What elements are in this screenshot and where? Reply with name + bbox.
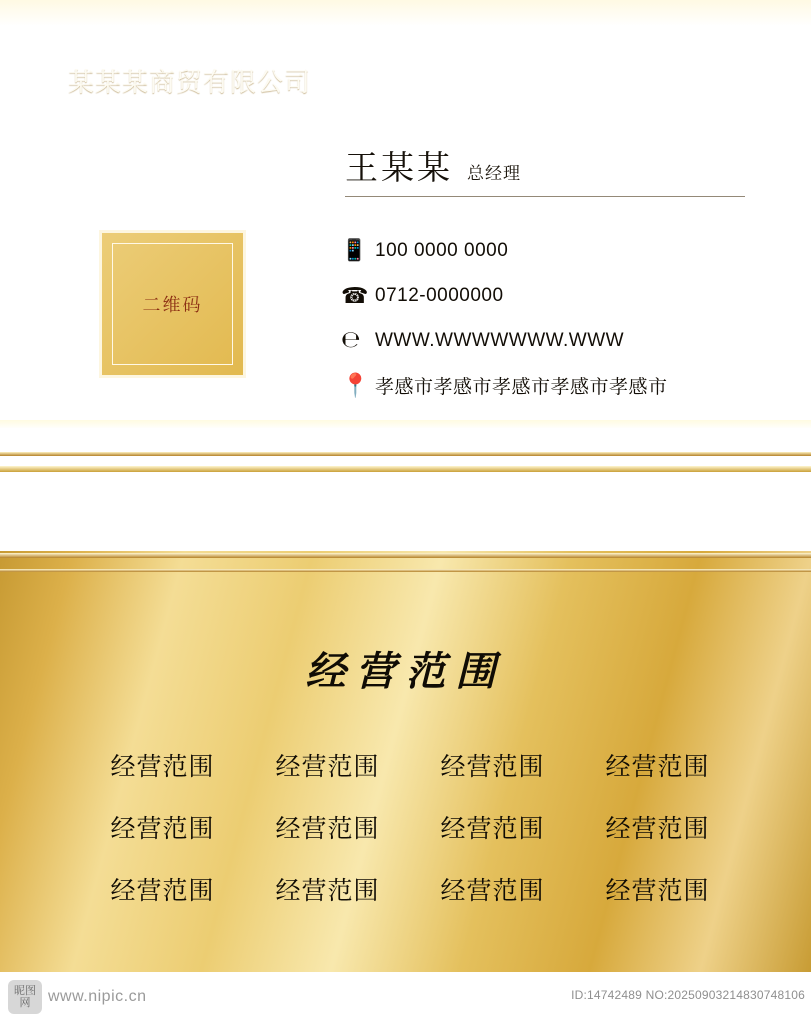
company-name: 某某某商贸有限公司 [68,67,312,97]
watermark-logo [8,980,146,1014]
scope-item: 经营范围 [605,815,710,843]
watermark-site: www.nipic.cn [48,988,147,1005]
telephone-icon: ☎ [341,282,369,308]
scope-grid [80,747,740,907]
qr-code-placeholder [99,230,246,378]
name-underline [345,196,745,197]
scope-item: 经营范围 [110,753,215,781]
back-divider-line-2 [0,569,811,572]
contact-row [341,318,771,363]
top-sheen [0,0,811,26]
contact-row [341,228,771,273]
back-title: 经营范围 [305,648,506,695]
telephone-value: 0712-0000000 [375,284,504,306]
scope-item: 经营范围 [275,815,380,843]
person-title: 总经理 [467,164,521,183]
qr-code-label: 二维码 [142,295,203,315]
qr-code-inner-frame [112,243,233,365]
footer-bar [0,972,811,1024]
contact-row [341,363,771,408]
address-value: 孝感市孝感市孝感市孝感市孝感市 [375,377,668,398]
watermark-badge: 昵图网 [8,980,42,1014]
mobile-phone-value: 100 0000 0000 [375,239,509,261]
scope-item: 经营范围 [110,815,215,843]
back-divider-line-1 [0,553,811,558]
scope-item: 经营范围 [110,877,215,905]
front-divider-line-1 [0,452,811,456]
asset-id-meta: ID:14742489 NO:20250903214830748106 [571,988,805,1002]
scope-item: 经营范围 [440,815,545,843]
contact-list [341,228,771,408]
lower-sheen [0,420,811,428]
scope-item: 经营范围 [605,877,710,905]
front-divider-line-2 [0,466,811,472]
scope-item: 经营范围 [275,877,380,905]
scope-item: 经营范围 [440,877,545,905]
card-front-side [0,0,811,483]
scope-item: 经营范围 [605,753,710,781]
website-icon: ℮ [341,327,361,353]
card-separator-gap [0,483,811,551]
mobile-phone-icon: 📱 [341,239,368,262]
scope-item: 经营范围 [440,753,545,781]
location-pin-icon: 📍 [341,372,370,398]
contact-row [341,273,771,318]
person-name: 王某某 [345,149,453,186]
scope-item: 经营范围 [275,753,380,781]
person-block [345,142,521,189]
website-value: WWW.WWWWWWW.WWW [375,329,625,351]
